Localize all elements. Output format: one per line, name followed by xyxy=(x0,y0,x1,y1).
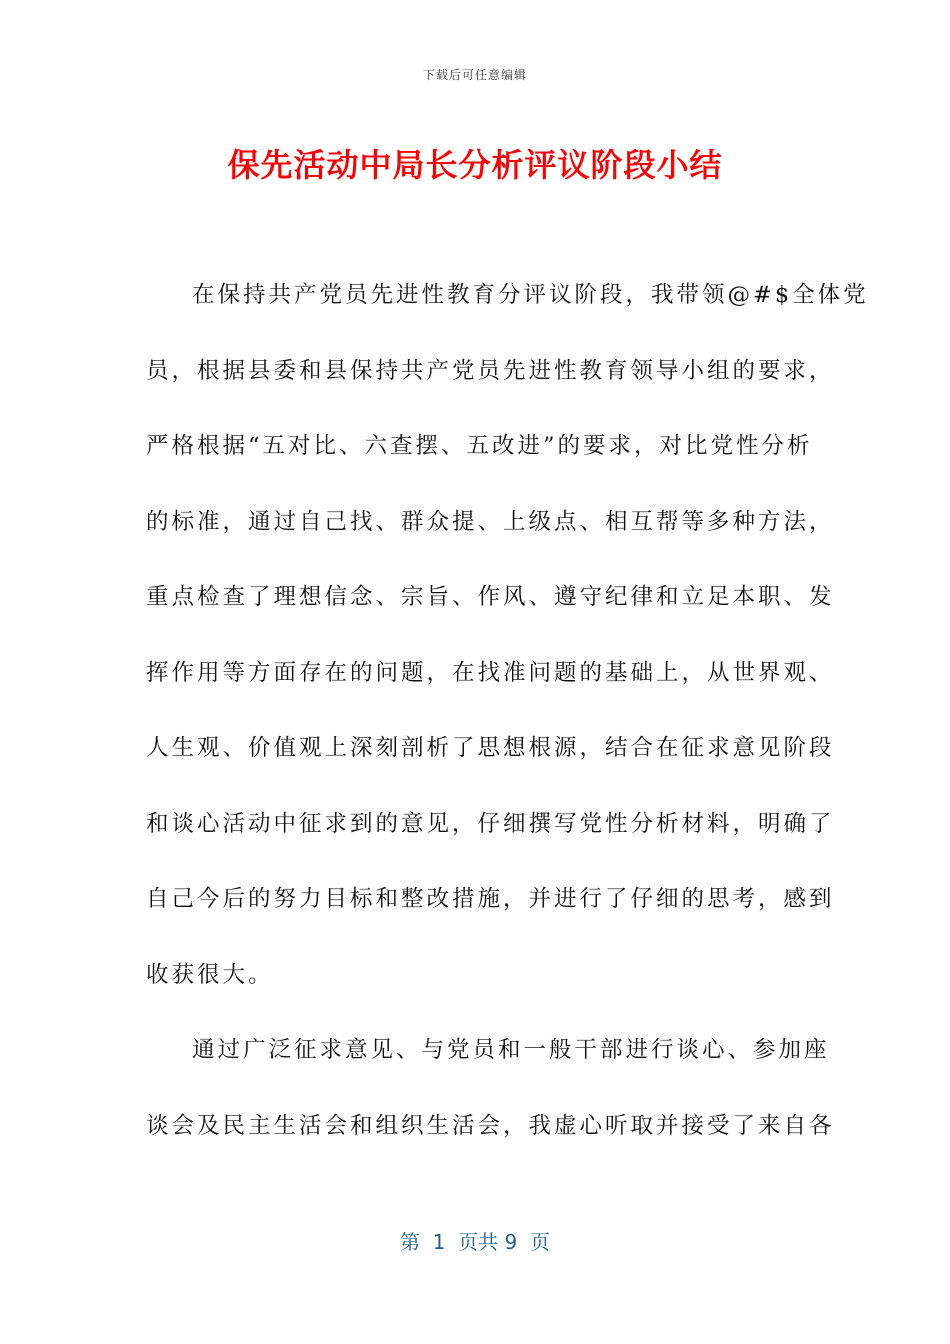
paragraph-1-line-5: 重点检查了理想信念、宗旨、作风、遵守纪律和立足本职、发 xyxy=(146,584,835,610)
page-number-footer: 第 1 页共 9 页 xyxy=(400,1230,550,1254)
paragraph-1-line-10: 收获很大。 xyxy=(146,961,274,988)
paragraph-1-line-6: 挥作用等方面存在的问题，在找准问题的基础上，从世界观、 xyxy=(146,659,835,686)
paragraph-1-line-7: 人生观、价值观上深刻剖析了思想根源，结合在征求意见阶段 xyxy=(146,735,835,761)
paragraph-1-line-9: 自己今后的努力目标和整改措施，并进行了仔细的思考，感到 xyxy=(146,886,835,912)
paragraph-1-line-1: 在保持共产党员先进性教育分评议阶段，我带领@#$全体党 xyxy=(192,282,869,308)
paragraph-1-line-8: 和谈心活动中征求到的意见，仔细撰写党性分析材料，明确了 xyxy=(146,810,835,837)
header-note: 下载后可任意编辑 xyxy=(422,68,527,82)
paragraph-2-line-2: 谈会及民主生活会和组织生活会，我虚心听取并接受了来自各 xyxy=(146,1112,835,1139)
document-title: 保先活动中局长分析评议阶段小结 xyxy=(227,146,723,184)
paragraph-1-line-2: 员，根据县委和县保持共产党员先进性教育领导小组的要求， xyxy=(146,357,835,384)
paragraph-2-line-1: 通过广泛征求意见、与党员和一般干部进行谈心、参加座 xyxy=(192,1037,830,1063)
paragraph-1-line-4: 的标准，通过自己找、群众提、上级点、相互帮等多种方法， xyxy=(146,508,835,535)
paragraph-1-line-3: 严格根据“五对比、六查摆、五改进”的要求，对比党性分析 xyxy=(146,433,813,459)
document-body xyxy=(146,262,869,1168)
